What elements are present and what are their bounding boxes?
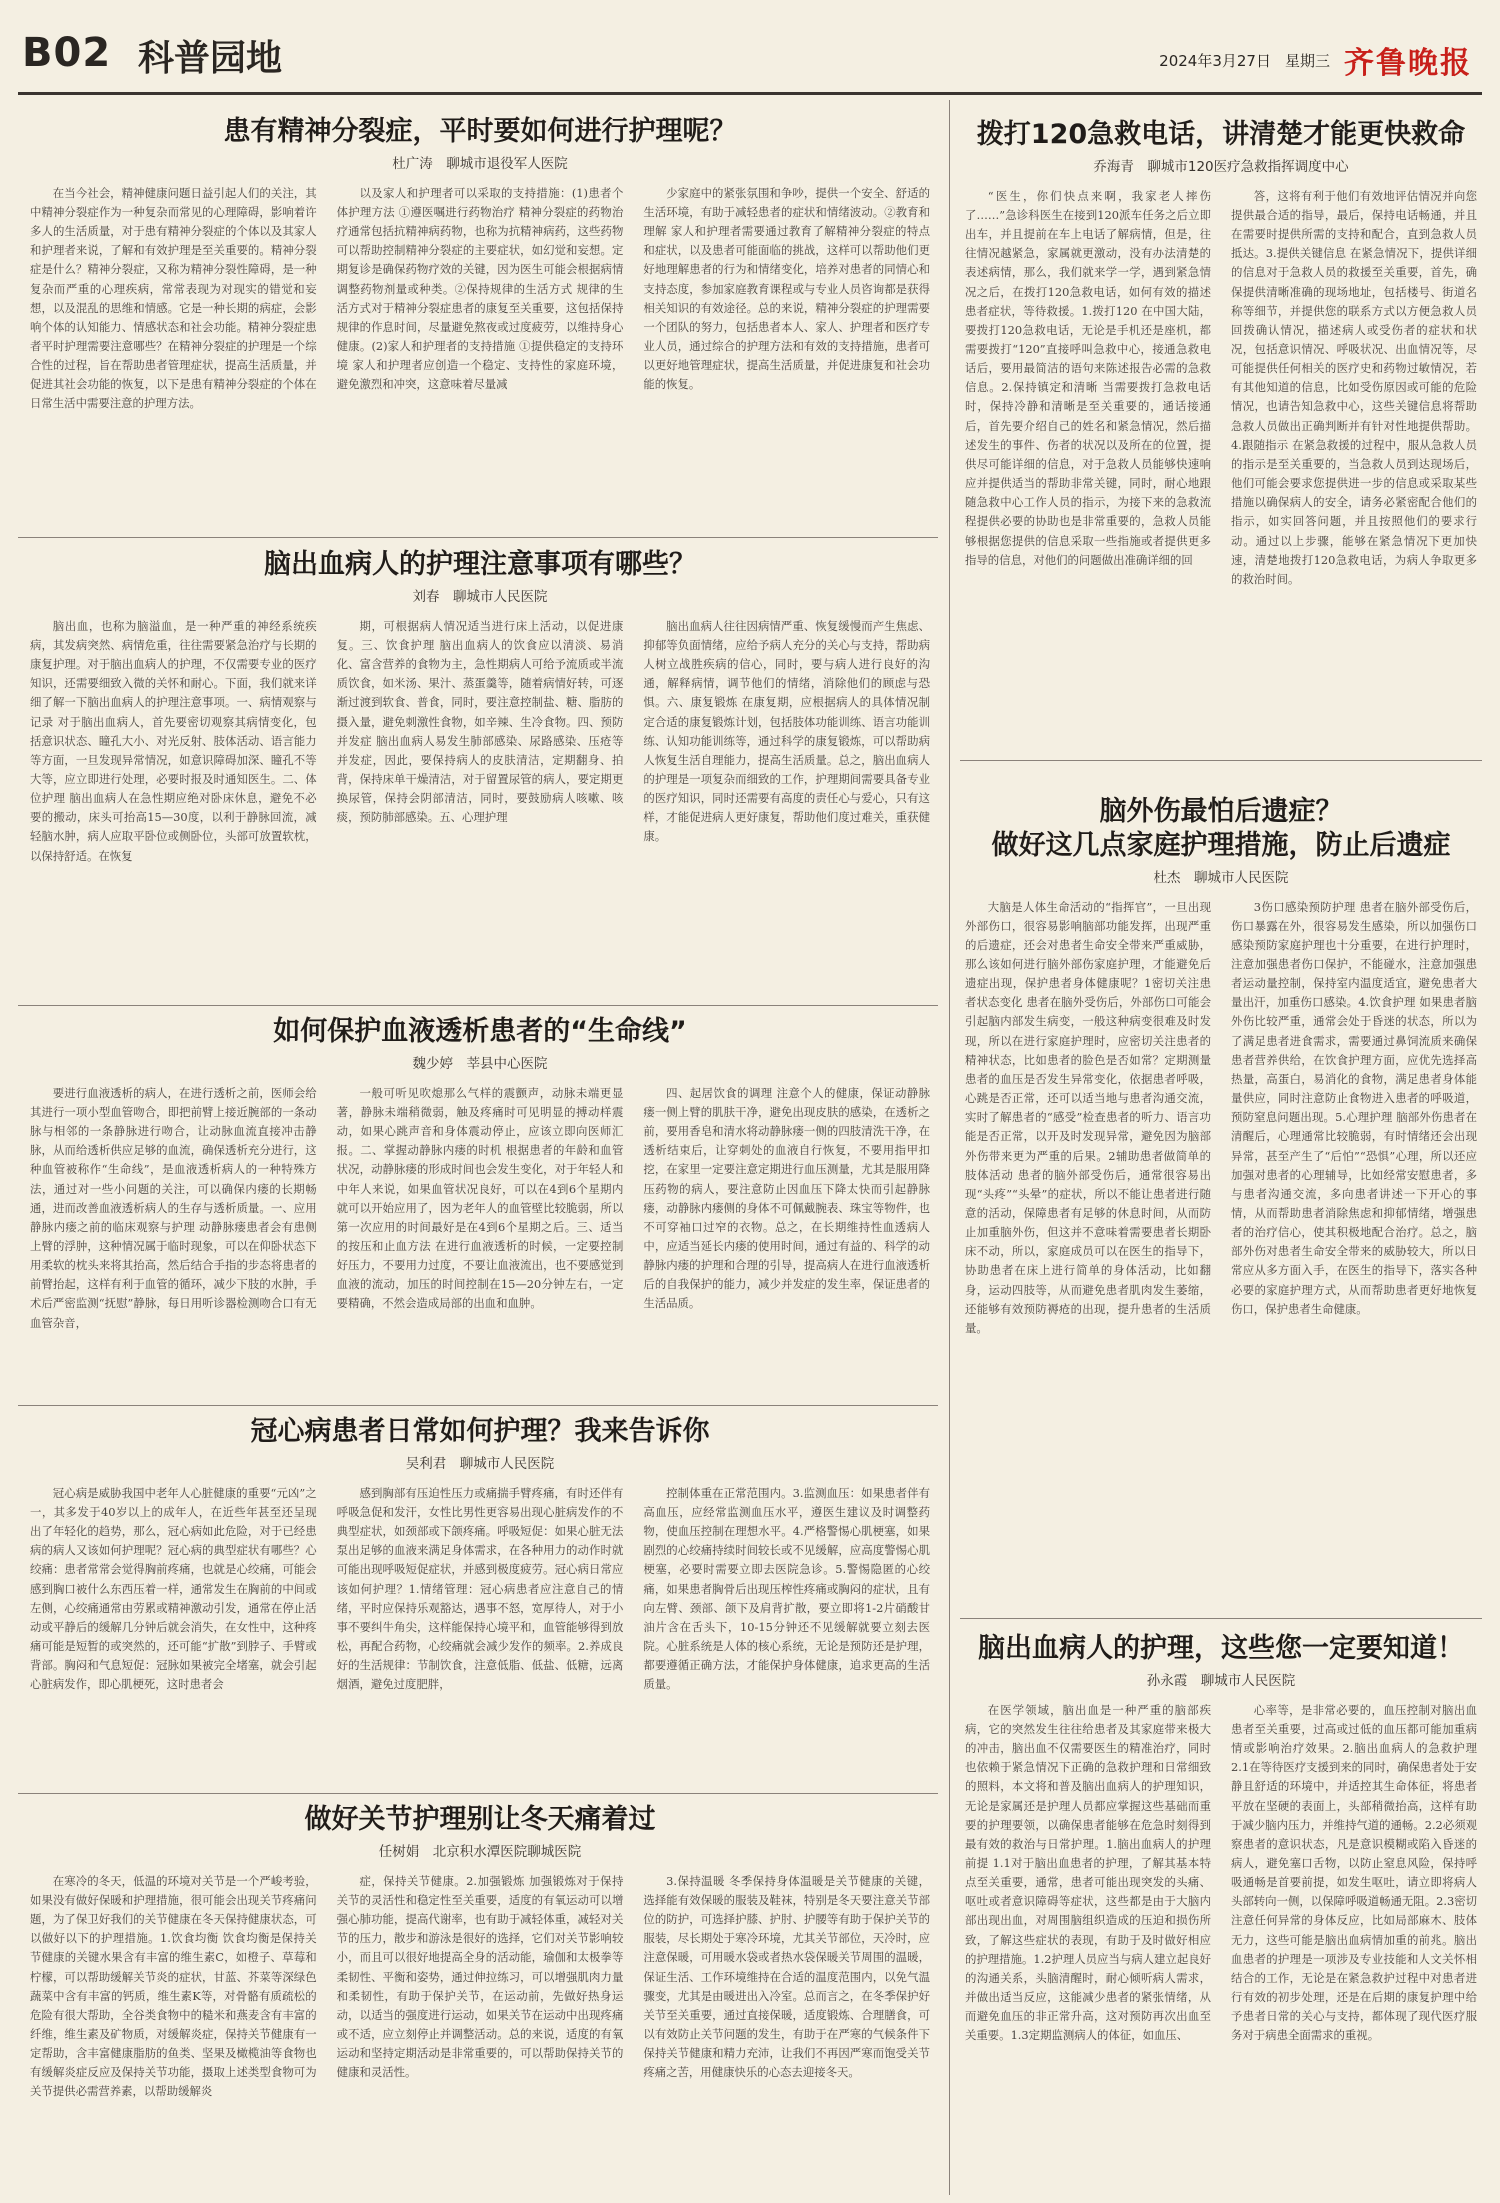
article-subtitle: 做好这几点家庭护理措施，防止后遗症 xyxy=(991,829,1451,861)
article-column: 少家庭中的紧张氛围和争吵，提供一个安全、舒适的生活环境，有助于减轻患者的症状和情绪波动。②教育和理解 家人和护理者需要通过教育了解精神分裂症的特点和症状，以及患者可能面临的挑战，这样可以帮助他们更好地理解患者的行为和情绪变化，培养对患者的同情心和支持态度，参加家庭教育课程或与专业人员咨询都是获得相关知识的有效途径。总的来说，精神分裂症的护理需要一个团队的努力，包括患者本人、家人、护理者和医疗专业人员，通过综合的护理方法和有效的支持措施，患者可以更好地管理症状，提高生活质量，并促进康复和社会功能的恢复。 xyxy=(643,185,931,392)
article-column: 3伤口感染预防护理 患者在脑外部受伤后，伤口暴露在外，很容易发生感染，所以加强伤口感染预防家庭护理也十分重要，在进行护理时，注意加强患者伤口保护，不能碰水，注意加强患者运动量控制，保持室内温度适宜，避免患者大量出汗，加重伤口感染。4.饮食护理 如果患者脑外伤比较严重，通常会处于昏迷的状态，所以为了满足患者进食需求，需要通过鼻饲流质来确保患者营养供给，在饮食护理方面，应优先选择高热量，高蛋白，易消化的食物，满足患者身体能量供应，同时注意防止食物进入患者的呼吸道，预防窒息问题出现。5.心理护理 脑部外伤患者在清醒后，心理通常比较脆弱，有时情绪还会出现异常，甚至产生了“后怕”“恐惧”心理，所以还应加强对患者的心理辅导，比如经常安慰患者，多与患者沟通交流，多向患者讲述一下开心的事情，从而帮助患者消除焦虑和抑郁情绪，增强患者的治疗信心，使其积极地配合治疗。总之，脑部外伤对患者生命安全带来的威胁较大，所以日常应从多方面入手，在医生的指导下，落实各种必要的家庭护理方式，从而帮助患者更好地恢复伤口，保护患者生命健康。 xyxy=(1231,899,1477,1316)
section-divider xyxy=(18,537,938,538)
article-column: 3.保持温暖 冬季保持身体温暖是关节健康的关键，选择能有效保暖的服装及鞋袜，特别是冬天要注意关节部位的防护，可选择护膝、护肘、护腰等有助于保护关节的服装，尽长期处于寒冷环境，尤其关节部位，天冷时，应注意保暖，可用暖水袋或者热水袋保暖关节周围的温暖，保证生活、工作环境维持在合适的温度范围内，以免气温骤变，尤其是由暖进出入冷室。总而言之，在冬季保护好关节至关重要，通过直接保暖，适度锻炼、合理膳食，可以有效防止关节问题的发生，有助于在严寒的气候条件下保持关节健康和精力充沛，让我们不再因严寒而饱受关节疼痛之苦，用健康快乐的心态去迎接冬天。 xyxy=(643,1873,931,2080)
article-column: 心率等，是非常必要的，血压控制对脑出血患者至关重要，过高或过低的血压都可能加重病情或影响治疗效果。2.脑出血病人的急救护理 2.1在等待医疗支援到来的同时，确保患者处于安静且舒适的环境中，并适控其生命体征，将患者平放在坚硬的表面上，头部稍微抬高，这样有助于减少脑内压力，并维持气道的通畅。2.2必须观察患者的意识状态，凡是意识模糊或陷入昏迷的病人，避免塞口舌物，以防止窒息风险，保持呼吸通畅是首要前提，如发生呕吐，请立即将病人头部转向一侧，以保障呼吸道畅通无阻。2.3密切注意任何异常的身体反应，比如局部麻木、肢体无力，这些可能是脑出血病情加重的前兆。脑出血患者的护理是一项涉及专业技能和人文关怀相结合的工作，无论是在紧急救护过程中对患者进行有效的初步处理，还是在后期的康复护理中给予患者日常的关心与支持，都体现了现代医疗服务对于病患全面需求的重视。 xyxy=(1231,1702,1477,2043)
masthead-info xyxy=(1159,38,1472,82)
section-divider xyxy=(960,760,1482,761)
article-brain-injury-home-care xyxy=(965,795,1477,1610)
article-column: 大脑是人体生命活动的“指挥官”，一旦出现外部伤口，很容易影响脑部功能发挥，出现严重的后遗症，还会对患者生命安全带来严重威胁，那么该如何进行脑外部伤家庭护理，才能避免后遗症出现，保护患者身体健康呢？1密切关注患者状态变化 患者在脑外受伤后，外部伤口可能会引起脑内部发生病变，一般这种病变很难及时发现，所以在进行家庭护理时，应密切关注患者的精神状态，比如患者的脸色是否如常？定期测量患者的血压是否发生异常变化，依据患者呼吸，心跳是否正常，还可以适当地与患者沟通交流，实时了解患者的“感受”检查患者的听力、语言功能是否正常，以开及时发现异常，避免因为脑部外伤带来更为严重的后果。2辅助患者做简单的肢体活动 患者的脑外部受伤后，通常很容易出现“头疼”“头晕”的症状，所以不能让患者进行随意的活动，保障患者有足够的休息时间，从而防止加重脑外伤，但这并不意味着需要患者长期卧床不动，所以，家庭成员可以在医生的指导下，协助患者在床上进行简单的身体活动，比如翻身，运动四肢等，从而避免患者肌肉发生萎缩，还能够有效预防褥疮的出现，提升患者的生活质量。 xyxy=(965,899,1211,1335)
page-number: B02 xyxy=(22,30,112,76)
article-cerebral-hemorrhage-care xyxy=(30,548,930,998)
section-divider xyxy=(18,1005,938,1006)
article-column: 要进行血液透析的病人，在进行透析之前，医师会给其进行一项小型血管吻合，即把前臂上接近腕部的一条动脉与相邻的一条静脉进行吻合，让动脉血流直接冲击静脉，从而给透析供应足够的血流，确保透析充分进行，这种血管被称作“生命线”，是血液透析病人的一种特殊方法，通过对一些小问题的关注，可以确保内瘘的长期畅通，进而改善血液透析病人的生存与透析质量。一、应用静脉内瘘之前的临床观察与护理 动静脉瘘患者会有患侧上臂的浮肿，这种情况属于临时现象，可以在仰卧状态下用柔软的枕头来将其抬高，然后结合手指的步态将患者的前臂抬起，这样有利于血管的循环，减少下肢的水肿，手术后严密监测“抚慰”静脉，每日用听诊器检测吻合口有无血管杂音， xyxy=(30,1085,317,1330)
article-column: 一般可听见吹熄那么气样的震颤声，动脉未端更显著，静脉未端稍微弱，触及疼痛时可见明显的搏动样震动，如果心跳声音和身体震动停止，应该立即向医师汇报。二、掌握动静脉内瘘的时机 根据患者的年龄和血管状况，动静脉瘘的形成时间也会发生变化，对于年轻人和中年人来说，如果血管状况良好，可以在4到6个星期内就可以开始应用了，因为老年人的血管壁比较脆弱，所以第一次应用的时间最好是在4到6个星期之后。三、适当的按压和止血方法 在进行血液透析的时候，一定要控制好压力，不要用力过度，不要让血液流出，也不要感觉到血液的流动，加压的时间控制在15—20分钟左右，一定要精确，不然会造成局部的出血和血肿。 xyxy=(336,1085,624,1311)
section-divider xyxy=(960,1618,1482,1619)
article-byline: 吴利君 聊城市人民医院 xyxy=(405,1455,555,1472)
article-column: 四、起居饮食的调理 注意个人的健康，保证动静脉瘘一侧上臂的肌肤干净，避免出现皮肤的感染，在透析之前，要用香皂和清水将动静脉瘘一侧的四肢清洗干净，在透析结束后，让穿刺处的血液自行恢复，不要用指甲扣挖，在家里一定要注意定期进行血压测量，尤其是服用降压药物的病人，要注意防止因血压下降太快而引起静脉瘘，动静脉内瘘侧的身体不可佩戴腕表、珠宝等物件，也不可穿袖口过窄的衣物。总之，在长期维持性血透病人中，应适当延长内瘘的使用时间，通过有益的、科学的动静脉内瘘的护理和合理的引导，提高病人在进行血液透析后的自我保护的能力，减少并发症的发生率，保证患者的生活品质。 xyxy=(643,1085,931,1311)
article-column: 感到胸部有压迫性压力或痛揣手臂疼痛，有时还伴有呼吸急促和发汗，女性比男性更容易出现心脏病发作的不典型症状，如颈部或下颌疼痛。呼吸短促：如果心脏无法泵出足够的血液来满足身体需求，在各种用力的动作时就可能出现呼吸短促症状，并感到极度疲劳。冠心病日常应该如何护理？1.情绪管理：冠心病患者应注意自己的情绪，平时应保持乐观豁达，遇事不怒，宽厚待人，对于小事不要纠牛角尖，这样能保持心境平和，血管能够得到放松，再配合药物，心绞痛就会减少发作的频率。2.养成良好的生活规律：节制饮食，注意低脂、低盐、低糖，远离烟酒，避免过度肥胖， xyxy=(336,1485,624,1692)
article-schizophrenia-care xyxy=(30,115,930,530)
article-title: 冠心病患者日常如何护理？我来告诉你 xyxy=(250,1416,710,1447)
article-byline: 刘春 聊城市人民医院 xyxy=(412,588,548,605)
article-column: 在医学领域，脑出血是一种严重的脑部疾病，它的突然发生往往给患者及其家庭带来极大的冲击，脑出血不仅需要医生的精准治疗，同时也依赖于紧急情况下正确的急救护理和日常细致的照料，本文将和普及脑出血病人的护理知识，无论是家属还是护理人员都应掌握这些基础而重要的护理要领，以确保患者能够在危急时刻得到最有效的救治与日常护理。1.脑出血病人的护理前提 1.1对于脑出血患者的护理，了解其基本特点至关重要，通常，患者可能出现突发的头痛、呕吐或者意识障碍等症状，这些都是由于大脑内部出现出血，对周围脑组织造成的压迫和损伤所致，了解这些症状的表现，有助于及时做好相应的护理措施。1.2护理人员应当与病人建立起良好的沟通关系，头脑清醒时，耐心倾听病人需求，并做出适当反应，这能减少患者的紧张情绪，从而避免血压的非正常升高，这对预防再次出血至关重要。1.3定期监测病人的体征，如血压、 xyxy=(965,1702,1211,2043)
article-column: 症，保持关节健康。2.加强锻炼 加强锻炼对于保持关节的灵活性和稳定性至关重要，适度的有氧运动可以增强心肺功能，提高代谢率，也有助于减轻体重，减轻对关节的压力，散步和游泳是很好的选择，它们对关节影响较小，而且可以很好地提高全身的活动能，瑜伽和太极拳等柔韧性、平衡和姿势，通过伸拉练习，可以增强肌肉力量和柔韧性，有助于保护关节，在运动前，先做好热身运动，以适当的强度进行运动，如果关节在运动中出现疼痛或不适，应立刻停止并调整活动。总的来说，适度的有氧运动和坚持定期活动是非常重要的，可以帮助保持关节的健康和灵活性。 xyxy=(336,1873,624,2080)
article-byline: 杜广涛 聊城市退役军人医院 xyxy=(392,155,568,172)
article-cerebral-hemorrhage-essentials xyxy=(965,1632,1477,2195)
article-byline: 乔海青 聊城市120医疗急救指挥调度中心 xyxy=(1093,158,1349,175)
newspaper-logo: 齐鲁晚报 xyxy=(1344,46,1472,81)
section-divider xyxy=(18,1793,938,1794)
article-column: 答，这将有利于他们有效地评估情况并向您提供最合适的指导，最后，保持电话畅通，并且在需要时提供所需的支持和配合，直到急救人员抵达。3.提供关键信息 在紧急情况下，提供详细的信息对于急救人员的救援至关重要，首先，确保提供清晰准确的现场地址，包括楼号、街道名称等细节，并提供您的联系方式以方便急救人员回拨确认情况，描述病人或受伤者的症状和状况，包括意识情况、呼吸状况、出血情况等，尽可能提供任何相关的医疗史和药物过敏情况，若有其他知道的信息，比如受伤原因或可能的危险情况，也请告知急救中心，这些关键信息将帮助急救人员做出正确判断并有针对性地提供帮助。4.跟随指示 在紧急救援的过程中，服从急救人员的指示是至关重要的，当急救人员到达现场后，他们可能会要求您提供进一步的信息或采取某些措施以确保病人的安全，请务必紧密配合他们的指示，如实回答问题，并且按照他们的要求行动。通过以上步骤，能够在紧急情况下更加快速，清楚地拨打120急救电话，为病人争取更多的救治时间。 xyxy=(1231,188,1477,586)
article-column: 控制体重在正常范围内。3.监测血压：如果患者伴有高血压，应经常监测血压水平，遵医生建议及时调整药物，使血压控制在理想水平。4.严格警惕心肌梗塞，如果剧烈的心绞痛持续时间较长或不见缓解，应高度警惕心肌梗塞，必要时需要立即去医院急诊。5.警惕隐匿的心绞痛，如果患者胸骨后出现压榨性疼痛或胸闷的症状，且有向左臂、颈部、颌下及肩背扩散，要立即将1-2片硝酸甘油片含在舌头下，10-15分钟还不见缓解就要立刻去医院。心脏系统是人体的核心系统，无论是预防还是护理，都要遵循正确方法，才能保护身体健康，追求更高的生活质量。 xyxy=(643,1485,931,1692)
article-title: 脑出血病人的护理注意事项有哪些？ xyxy=(264,549,696,580)
article-column: “医生，你们快点来啊，我家老人摔伤了……”急诊科医生在接到120派车任务之后立即出车，并且提前在车上电话了解病情，但是，往往情况越紧急，家属就更激动，没有办法清楚的表述病情，那么，我们就来学一学，遇到紧急情况之后，在拨打120急救电话，如何有效的描述患者症状，等待救援。1.拨打120 在中国大陆，要拨打120急救电话，无论是手机还是座机，都需要拨打“120”直接呼叫急救中心，接通急救电话后，要用最简洁的语句来陈述报告必需的急救信息。2.保持镇定和清晰 当需要拨打急救电话时，保持冷静和清晰是至关重要的，通话接通后，首先要介绍自己的姓名和紧急情况，然后描述发生的事件、伤者的状况以及所在的位置，提供尽可能详细的信息，对于急救人员能够快速响应并提供适当的帮助非常关键，同时，耐心地跟随急救中心工作人员的指示，为接下来的急救流程提供必要的协助也是非常重要的，急救人员能够根据您提供的信息采取一些指施或者提供更多指导的信息，对他们的问题做出准确详细的回 xyxy=(965,188,1211,567)
article-title: 患有精神分裂症，平时要如何进行护理呢？ xyxy=(223,116,737,147)
article-coronary-heart-disease-care xyxy=(30,1415,930,1787)
article-byline: 任树娟 北京积水潭医院聊城医院 xyxy=(378,1843,582,1860)
article-column: 在寒冷的冬天，低温的环境对关节是一个严峻考验，如果没有做好保暖和护理措施，很可能会出现关节疼痛问题，为了保卫好我们的关节健康在冬天保持健康状态，可以做好以下的护理措施。1.饮食均衡 饮食均衡是保持关节健康的关键水果含有丰富的维生素C，如橙子、草莓和柠檬，可以帮助缓解关节炎的症状，甘蓝、芥菜等深绿色蔬菜中含有丰富的钙质，维生素K等，对骨骼有质疏松的危险有很大帮助，全谷类食物中的糙米和燕麦含有丰富的纤维，维生素及矿物质，对缓解炎症，保持关节健康有一定帮助，含丰富健康脂肪的鱼类、坚果及橄榄油等食物也有缓解炎症反应及保持关节功能，摄取上述类型食物可为关节提供必需营养素，以帮助缓解炎 xyxy=(30,1873,317,2099)
masthead xyxy=(18,8,1482,95)
column-divider xyxy=(949,100,950,2195)
article-column: 在当今社会，精神健康问题日益引起人们的关注，其中精神分裂症作为一种复杂而常见的心理障碍，影响着许多人的生活质量，对于患有精神分裂症的个体以及其家人和护理者来说，了解和有效护理是至关重要的。精神分裂症是什么？精神分裂症，又称为精神分裂性障碍，是一种复杂而严重的心理疾病，常常表现为对现实的错觉和妄想，以及混乱的思维和情感。它是一种长期的病症，会影响个体的认知能力、情感状态和社会功能。精神分裂症患者平时护理需要注意哪些？在精神分裂症的护理是一个综合性的过程，旨在帮助患者管理症状，提高生活质量，并促进其社会功能的恢复，以下是患有精神分裂症的个体在日常生活中需要注意的护理方法。 xyxy=(30,185,317,411)
section-name: 科普园地 xyxy=(138,38,283,79)
article-joint-care-winter xyxy=(30,1803,930,2195)
article-column: 冠心病是威胁我国中老年人心脏健康的重要“元凶”之一，其多发于40岁以上的成年人，在近些年甚至还呈现出了年轻化的趋势，那么，冠心病如此危险，对于已经患病的病人又该如何护理呢？冠心病的典型症状有哪些？心绞痛：患者常常会觉得胸前疼痛，也就是心绞痛，可能会感到胸口被什么东西压着一样，通常发生在胸前的中间或左侧，心绞痛通常由劳累或精神激动引发，通常在停止活动或平静后的缓解几分钟后就会消失，在女性中，这种疼痛可能是短暂的或突然的，还可能“扩散”到脖子、手臂或背部。胸闷和气息短促：冠脉如果被完全堵塞，就会引起心脏病发作，即心肌梗死，这时患者会 xyxy=(30,1485,317,1692)
article-title: 脑外伤最怕后遗症？ xyxy=(1099,796,1343,827)
article-title: 拨打120急救电话，讲清楚才能更快救命 xyxy=(976,119,1466,150)
issue-weekday: 星期三 xyxy=(1284,51,1330,70)
article-title: 脑出血病人的护理，这些您一定要知道！ xyxy=(978,1633,1464,1664)
article-120-emergency-call xyxy=(965,118,1477,753)
article-byline: 孙永霞 聊城市人民医院 xyxy=(1146,1672,1296,1689)
article-title: 做好关节护理别让冬天痛着过 xyxy=(304,1804,656,1835)
article-column: 脑出血病人往往因病情严重、恢复缓慢而产生焦虑、抑郁等负面情绪，应给予病人充分的关心与支持，帮助病人树立战胜疾病的信心，同时，要与病人进行良好的沟通，解释病情，调节他们的情绪，消除他们的顾虑与恐惧。六、康复锻炼 在康复期，应根据病人的具体情况制定合适的康复锻炼计划，包括肢体功能训练、语言功能训练、认知功能训练等，通过科学的康复锻炼，可以帮助病人恢复生活自理能力，提高生活质量。总之，脑出血病人的护理是一项复杂而细致的工作，护理期间需要具备专业的医疗知识，同时还需要有高度的责任心与爱心，只有这样，才能促进病人更好康复，帮助他们度过难关，重获健康。 xyxy=(643,618,931,844)
article-column: 脑出血，也称为脑溢血，是一种严重的神经系统疾病，其发病突然、病情危重，往往需要紧急治疗与长期的康复护理。对于脑出血病人的护理，不仅需要专业的医疗知识，还需要细致入微的关怀和耐心。下面，我们就来详细了解一下脑出血病人的护理注意事项。一、病情观察与记录 对于脑出血病人，首先要密切观察其病情变化，包括意识状态、瞳孔大小、对光反射、肢体活动、语言能力等方面，一旦发现异常情况，如意识障碍加深、瞳孔不等大等，应立即进行处理，必要时报及时通知医生。二、体位护理 脑出血病人在急性期应绝对卧床休息，避免不必要的搬动，床头可抬高15—30度，以利于静脉回流，减轻脑水肿，病人应取平卧位或侧卧位，头部可放置软枕，以保持舒适。在恢复 xyxy=(30,618,317,863)
article-byline: 杜杰 聊城市人民医院 xyxy=(1153,869,1289,886)
article-title: 如何保护血液透析患者的“生命线” xyxy=(273,1016,687,1047)
issue-date: 2024年3月27日 xyxy=(1159,51,1271,70)
article-column: 以及家人和护理者可以采取的支持措施：(1)患者个体护理方法 ①遵医嘱进行药物治疗 精神分裂症的药物治疗通常包括抗精神病药物，也称为抗精神病药，这些药物可以帮助控制精神分裂症的主要症状，如幻觉和妄想。定期复诊是确保药物疗效的关键，因为医生可能会根据病情调整药物剂量或种类。②保持规律的生活方式 规律的生活方式对于精神分裂症患者的康复至关重要，这包括保持规律的作息时间，尽量避免熬夜或过度疲劳，以维持身心健康。(2)家人和护理者的支持措施 ①提供稳定的支持环境 家人和护理者应创造一个稳定、支持性的家庭环境，避免激烈和冲突，这意味着尽量减 xyxy=(336,185,624,392)
article-column: 期，可根据病人情况适当进行床上活动，以促进康复。三、饮食护理 脑出血病人的饮食应以清淡、易消化、富含营养的食物为主，急性期病人可给予流质或半流质饮食，如米汤、果汁、蒸蛋羹等，随着病情好转，可逐渐过渡到软食、普食，同时，要注意控制盐、糖、脂肪的摄入量，避免刺激性食物，如辛辣、生冷食物。四、预防并发症 脑出血病人易发生肺部感染、尿路感染、压疮等并发症，因此，要保持病人的皮肤清洁，定期翻身、拍背，保持床单干燥清洁，对于留置尿管的病人，要定期更换尿管，保持会阴部清洁，同时，要鼓励病人咳嗽、咳痰，预防肺部感染。五、心理护理 xyxy=(336,618,624,825)
section-divider xyxy=(18,1405,938,1406)
article-dialysis-fistula-care xyxy=(30,1015,930,1400)
article-byline: 魏少婷 莘县中心医院 xyxy=(412,1055,548,1072)
